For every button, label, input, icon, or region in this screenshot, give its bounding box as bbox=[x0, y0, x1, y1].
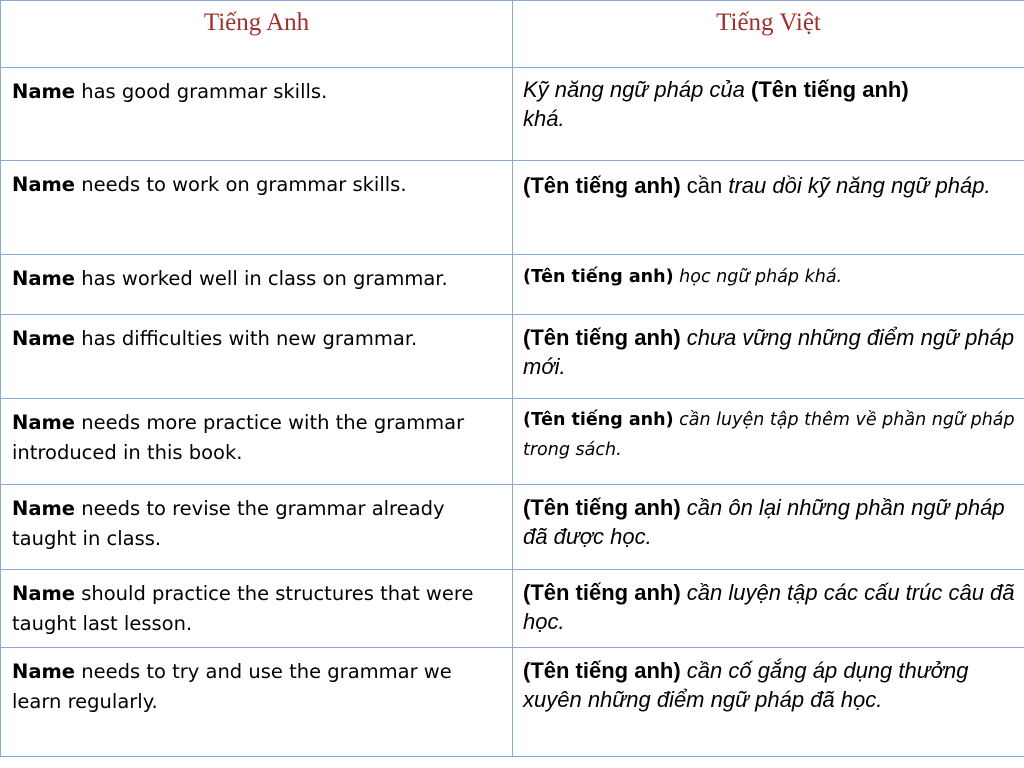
name-label: Name bbox=[12, 497, 76, 520]
vietnamese-cell bbox=[513, 315, 1024, 399]
vietnamese-name-placeholder: (Tên tiếng anh) bbox=[523, 495, 681, 520]
english-cell bbox=[1, 570, 513, 648]
vietnamese-cell bbox=[513, 570, 1024, 648]
english-cell bbox=[1, 648, 513, 757]
english-text: has difficulties with new grammar. bbox=[75, 327, 418, 350]
vietnamese-post: cần cố gắng áp dụng thưởng xuyên những điểm ngữ pháp đã học. bbox=[523, 658, 969, 712]
vietnamese-post: cần luyện tập các cấu trúc câu đã học. bbox=[523, 580, 1015, 634]
table-row bbox=[1, 315, 1024, 399]
english-text: should practice the structures that were taught last lesson. bbox=[12, 582, 474, 635]
name-label: Name bbox=[12, 660, 76, 683]
table-row bbox=[1, 399, 1024, 485]
table-row bbox=[1, 255, 1024, 315]
name-label: Name bbox=[12, 267, 76, 290]
header-row bbox=[1, 1, 1024, 68]
english-cell bbox=[1, 255, 513, 315]
vietnamese-mid: cần bbox=[680, 173, 729, 198]
english-text: needs to try and use the grammar we learn regularly. bbox=[12, 660, 452, 713]
name-label: Name bbox=[12, 173, 76, 196]
name-label: Name bbox=[12, 327, 76, 350]
table-row bbox=[1, 161, 1024, 255]
vietnamese-cell bbox=[513, 255, 1024, 315]
vietnamese-post: chưa vững những điểm ngữ pháp mới. bbox=[523, 325, 1015, 379]
header-english: Tiếng Anh bbox=[1, 1, 513, 68]
english-text: has good grammar skills. bbox=[75, 80, 328, 103]
vietnamese-post: học ngữ pháp khá. bbox=[673, 267, 843, 287]
table-row bbox=[1, 570, 1024, 648]
english-text: needs more practice with the grammar introduced in this book. bbox=[12, 411, 465, 464]
name-label: Name bbox=[12, 411, 76, 434]
vietnamese-name-placeholder: (Tên tiếng anh) bbox=[523, 410, 674, 430]
vietnamese-post: trau dồi kỹ năng ngữ pháp. bbox=[728, 173, 991, 198]
vietnamese-name-placeholder: (Tên tiếng anh) bbox=[751, 77, 909, 102]
english-cell bbox=[1, 485, 513, 570]
vietnamese-post: cần luyện tập thêm về phần ngữ pháp trong sách. bbox=[523, 410, 1015, 460]
vietnamese-name-placeholder: (Tên tiếng anh) bbox=[523, 267, 674, 287]
vietnamese-post: khá. bbox=[523, 106, 565, 131]
vietnamese-name-placeholder: (Tên tiếng anh) bbox=[523, 658, 681, 683]
vietnamese-cell bbox=[513, 648, 1024, 757]
table-row bbox=[1, 648, 1024, 757]
english-text: needs to revise the grammar already taught in class. bbox=[12, 497, 445, 550]
vietnamese-cell bbox=[513, 399, 1024, 485]
vietnamese-name-placeholder: (Tên tiếng anh) bbox=[523, 325, 681, 350]
table-row bbox=[1, 68, 1024, 161]
vietnamese-cell bbox=[513, 68, 1024, 161]
english-cell bbox=[1, 161, 513, 255]
vietnamese-cell bbox=[513, 161, 1024, 255]
name-label: Name bbox=[12, 80, 76, 103]
english-cell bbox=[1, 68, 513, 161]
name-label: Name bbox=[12, 582, 76, 605]
english-text: has worked well in class on grammar. bbox=[75, 267, 448, 290]
table-row bbox=[1, 485, 1024, 570]
vietnamese-post: cần ôn lại những phần ngữ pháp đã được học. bbox=[523, 495, 1005, 549]
vietnamese-name-placeholder: (Tên tiếng anh) bbox=[523, 580, 681, 605]
header-vietnamese: Tiếng Việt bbox=[513, 1, 1024, 68]
english-cell bbox=[1, 399, 513, 485]
vietnamese-pre: Kỹ năng ngữ pháp của bbox=[523, 77, 752, 102]
english-cell bbox=[1, 315, 513, 399]
vietnamese-name-placeholder: (Tên tiếng anh) bbox=[523, 173, 681, 198]
vietnamese-cell bbox=[513, 485, 1024, 570]
english-text: needs to work on grammar skills. bbox=[75, 173, 407, 196]
